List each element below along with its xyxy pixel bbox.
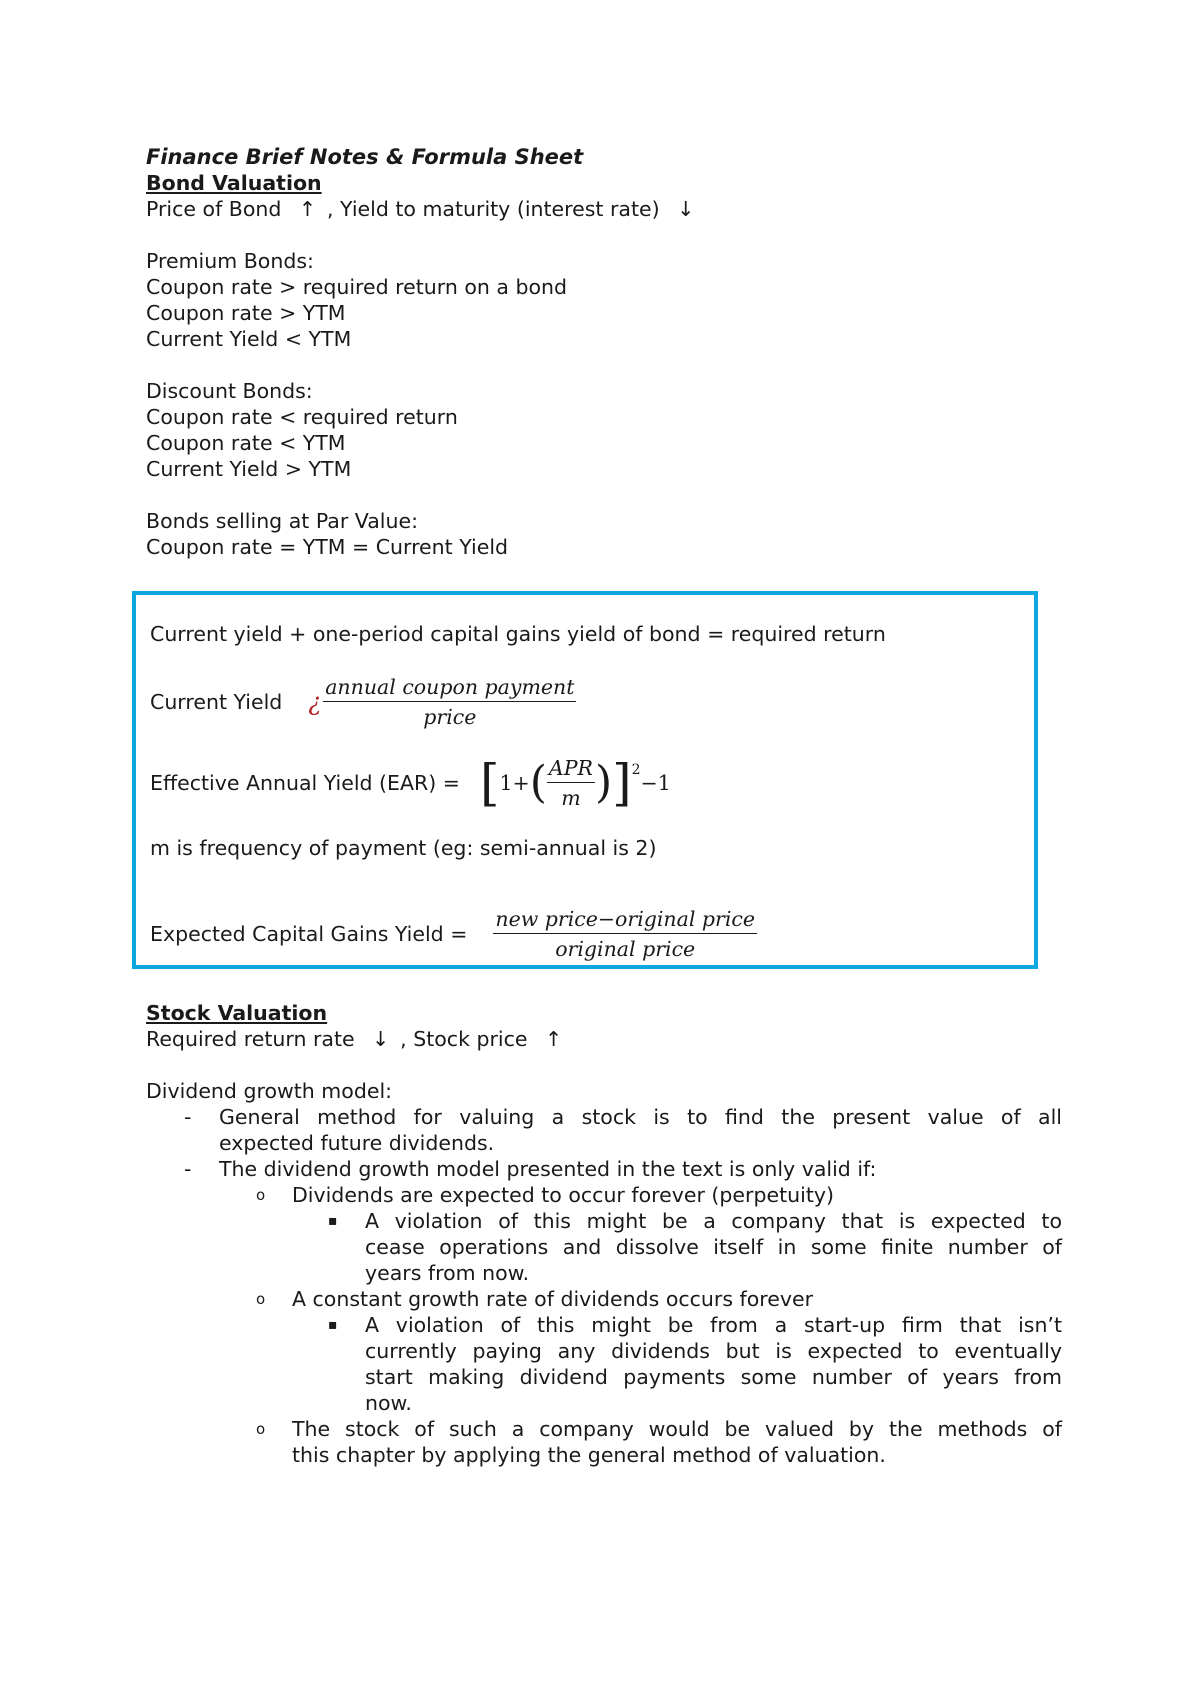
list-item [146, 1286, 1062, 1312]
list-item-text: A violation of this might be a company that is expected to [365, 1209, 1062, 1233]
list-item-text: this chapter by applying the general method of valuation. [292, 1443, 886, 1467]
fraction-numerator: new price−original price [493, 907, 757, 934]
capital-gains-formula [150, 907, 757, 961]
bond-valuation-heading: Bond Valuation [146, 171, 322, 195]
list-item-text: General method for valuing a stock is to find the present value of all [219, 1105, 1062, 1129]
premium-bonds-label: Premium Bonds: [146, 249, 314, 273]
formula-box [132, 591, 1038, 969]
list-item-text: cease operations and dissolve itself in some finite number of [365, 1235, 1062, 1259]
list-item-text: currently paying any dividends but is expected to eventually [365, 1339, 1062, 1363]
stock-price-text: , Stock price [400, 1027, 528, 1051]
open-bracket-icon: [ [479, 754, 500, 812]
fraction-numerator: annual coupon payment [323, 675, 576, 702]
circle-bullet-icon: o [256, 1186, 266, 1204]
bond-price-relation [146, 196, 1062, 222]
ear-label: Effective Annual Yield (EAR) = [150, 771, 460, 795]
up-arrow-icon: ↑ [544, 1027, 563, 1051]
discount-bonds-label: Discount Bonds: [146, 379, 313, 403]
list-item-text: start making dividend payments some number of years from [365, 1365, 1062, 1389]
circle-bullet-icon: o [256, 1290, 266, 1308]
unknown-symbol-icon: ¿ [308, 688, 322, 716]
list-item [146, 1156, 1062, 1182]
bond-section [146, 144, 1062, 560]
up-arrow-icon: ↑ [298, 197, 317, 221]
list-item-text: The dividend growth model presented in the text is only valid if: [219, 1157, 877, 1181]
fraction-denominator: original price [555, 937, 696, 961]
m-frequency-note: m is frequency of payment (eg: semi-annual is 2) [150, 836, 657, 860]
dash-bullet-icon: - [184, 1105, 192, 1129]
ear-formula [150, 753, 671, 813]
capital-gains-label: Expected Capital Gains Yield = [150, 922, 468, 946]
ear-exponent: 2 [631, 762, 641, 778]
list-item-text: A violation of this might be from a start-up firm that isn’t [365, 1313, 1062, 1337]
fraction-denominator: m [561, 786, 581, 810]
stock-valuation-heading: Stock Valuation [146, 1001, 328, 1025]
discount-line: Coupon rate < required return [146, 405, 458, 429]
list-item-text: now. [365, 1391, 412, 1415]
list-item [146, 1416, 1062, 1468]
down-arrow-icon: ↓ [372, 1027, 390, 1051]
capital-gains-fraction [493, 907, 757, 961]
discount-line: Current Yield > YTM [146, 457, 352, 481]
current-yield-label: Current Yield [150, 690, 283, 714]
list-item-text: Dividends are expected to occur forever (perpetuity) [292, 1183, 834, 1207]
list-item-text: The stock of such a company would be valued by the methods of [292, 1417, 1062, 1441]
premium-line: Coupon rate > YTM [146, 301, 346, 325]
dividend-growth-model-label: Dividend growth model: [146, 1079, 393, 1103]
list-item [146, 1312, 1062, 1416]
list-item-text: A constant growth rate of dividends occurs forever [292, 1287, 814, 1311]
square-bullet-icon: ▪ [328, 1317, 338, 1333]
circle-bullet-icon: o [256, 1420, 266, 1438]
document-title: Finance Brief Notes & Formula Sheet [146, 145, 584, 169]
price-of-bond-text: Price of Bond [146, 197, 282, 221]
ear-minus-one: −1 [640, 771, 671, 795]
premium-line: Current Yield < YTM [146, 327, 352, 351]
discount-line: Coupon rate < YTM [146, 431, 346, 455]
close-bracket-icon: ] [612, 754, 632, 812]
premium-line: Coupon rate > required return on a bond [146, 275, 568, 299]
fraction-numerator: APR [547, 756, 595, 783]
required-return-formula: Current yield + one-period capital gains yield of bond = required return [150, 622, 886, 646]
list-item [146, 1182, 1062, 1208]
apr-fraction [547, 756, 595, 810]
required-return-rate-text: Required return rate [146, 1027, 355, 1051]
par-value-line: Coupon rate = YTM = Current Yield [146, 535, 509, 559]
ear-one-plus: 1+ [499, 771, 530, 795]
list-item [146, 1104, 1062, 1156]
fraction-denominator: price [423, 705, 477, 729]
list-item-text: expected future dividends. [219, 1131, 495, 1155]
ytm-text: , Yield to maturity (interest rate) [327, 197, 660, 221]
par-value-label: Bonds selling at Par Value: [146, 509, 418, 533]
stock-section [146, 1000, 1062, 1468]
stock-rate-relation [146, 1026, 1062, 1052]
close-paren-icon: ) [594, 757, 613, 808]
square-bullet-icon: ▪ [328, 1213, 338, 1229]
down-arrow-icon: ↓ [677, 197, 695, 221]
dash-bullet-icon: - [184, 1157, 192, 1181]
current-yield-formula [150, 675, 576, 729]
list-item [146, 1208, 1062, 1286]
list-item-text: years from now. [365, 1261, 530, 1285]
open-paren-icon: ( [529, 757, 547, 808]
current-yield-fraction [323, 675, 576, 729]
